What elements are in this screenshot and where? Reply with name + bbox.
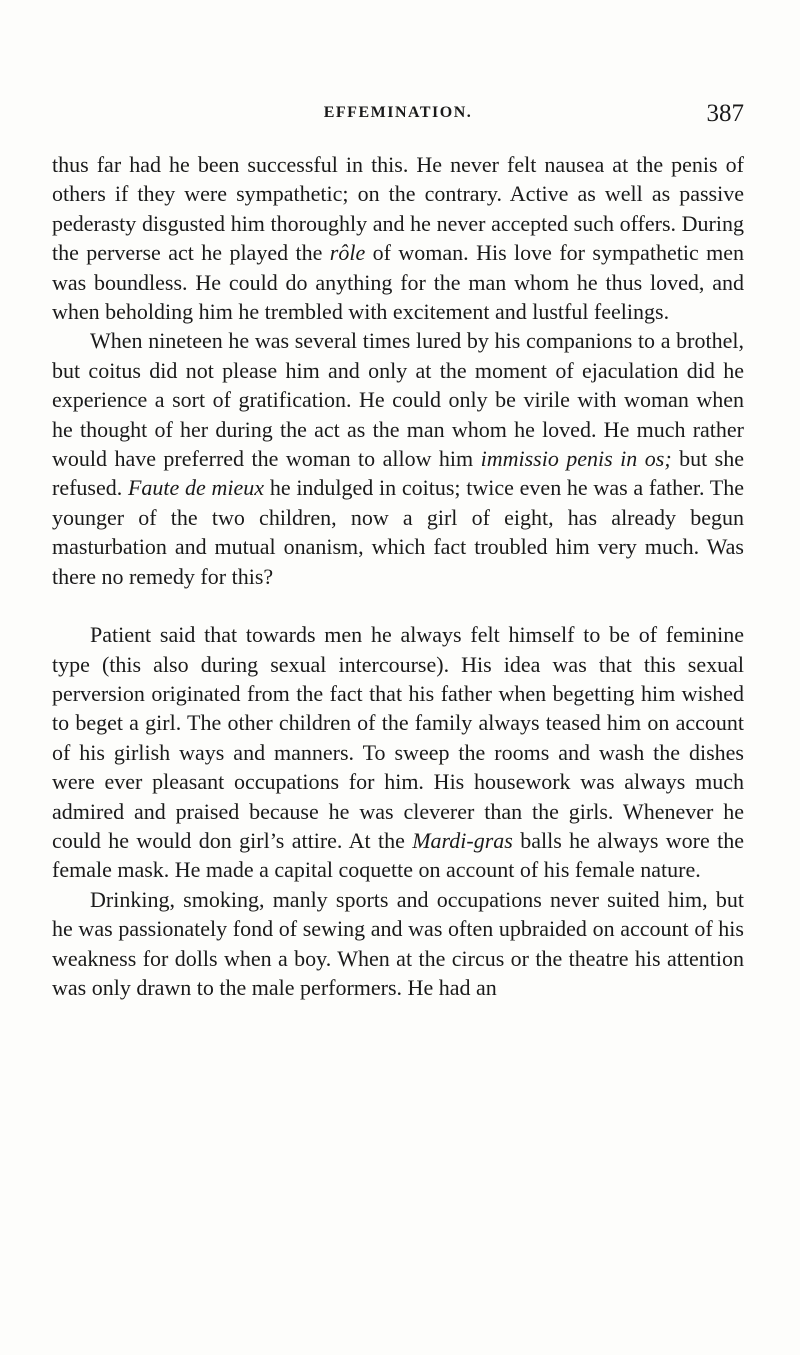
text-run: thus far had he been successful in this. He never felt nausea at the penis of others if they were sympathetic; on the contrary. Active as well as passive pederasty disgusted him thoroughly and he never accepted such offers. During the perverse act he played the: [52, 152, 744, 266]
running-head: EFFEMINATION.: [323, 104, 473, 121]
text-run: of woman. His love for sympathetic men was boundless. He could do anything for the man whom he thus loved, and when beholding him he trembled with excitement and lustful feelings.: [52, 240, 744, 325]
text-run: but she refused.: [52, 446, 744, 501]
italic-phrase: immissio penis in os;: [480, 446, 672, 472]
page-header: [52, 100, 744, 130]
italic-phrase: Mardi-gras: [412, 827, 513, 853]
text-run: he indulged in coitus; twice even he was a father. The younger of the two children, now a girl of eight, has already begun masturbation and mutual onanism, which fact troubled him very much. Was there no remedy for this?: [52, 475, 744, 589]
body-text: [52, 150, 744, 1002]
italic-phrase: rôle: [329, 240, 366, 266]
paragraph-2: [52, 326, 744, 591]
paragraph-3: [52, 620, 744, 885]
text-run: Drinking, smoking, manly sports and occupations never suited him, but he was passionately fond of sewing and was often upbraided on account of his weakness for dolls when a boy. When at the circus or the theatre his attention was only drawn to the male performers. He had an: [52, 886, 744, 1000]
text-run: Patient said that towards men he always felt himself to be of feminine type (this also during sexual intercourse). His idea was that this sexual perversion originated from the fact that his father when begetting him wished to beget a girl. The other children of the family always teased him on account of his girlish ways and manners. To sweep the rooms and wash the dishes were ever pleasant occupations for him. His housework was always much admired and praised because he was cleverer than the girls. Whenever he could he would don girl’s attire. At the: [52, 622, 744, 853]
text-run: When nineteen he was several times lured by his companions to a brothel, but coitus did not please him and only at the moment of ejaculation did he experience a sort of gratification. He could only be virile with woman when he thought of her during the act as the man whom he loved. He much rather would have preferred the woman to allow him: [52, 328, 744, 472]
italic-phrase: Faute de mieux: [127, 475, 265, 501]
text-run: balls he always wore the female mask. He made a capital coquette on account of his female nature.: [52, 827, 744, 883]
paragraph-1: [52, 150, 744, 326]
paragraph-4: [52, 885, 744, 1003]
page-number: 387: [706, 100, 744, 127]
